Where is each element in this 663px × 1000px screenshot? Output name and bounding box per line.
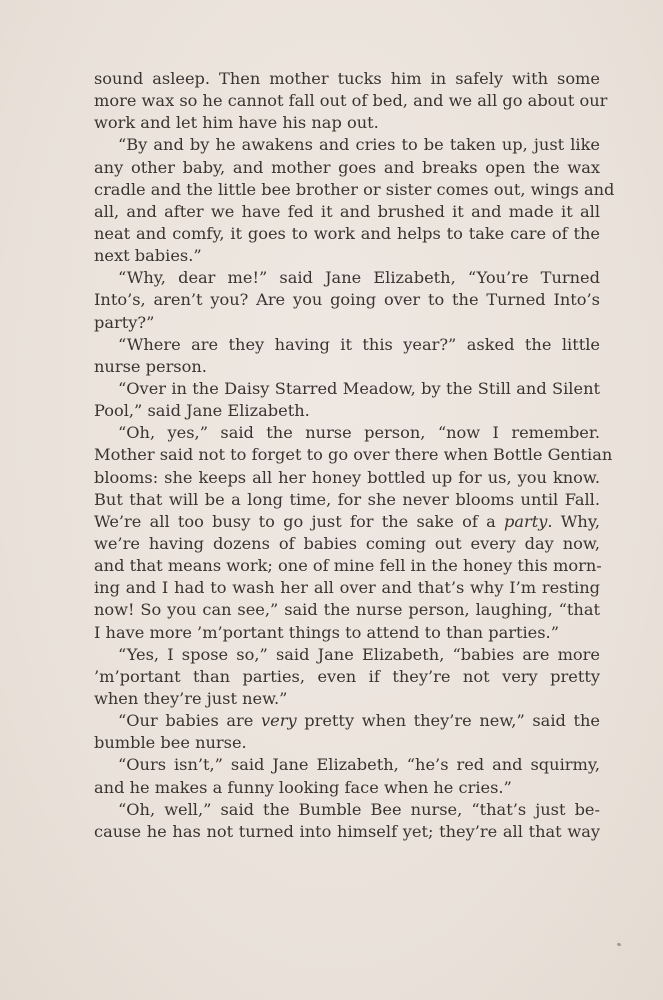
text-line-content: But that will be a long time, for she never blooms until Fall. (94, 489, 600, 509)
text-line-content: “By and by he awakens and cries to be taken up, just like (118, 135, 600, 155)
text-line (94, 245, 600, 267)
text-line-content: and he makes a funny looking face when he cries.” (94, 777, 512, 797)
text-line-content: I have more ’m’portant things to attend to than parties.” (94, 622, 559, 642)
text-line (94, 599, 600, 621)
text-line (94, 754, 600, 776)
text-line-content: sound asleep. Then mother tucks him in safely with some (94, 69, 600, 88)
text-line-content: “Yes, I spose so,” said Jane Elizabeth, “babies are more (118, 644, 600, 664)
text-line (94, 533, 600, 555)
text-line-content: ’m’portant than parties, even if they’re not very pretty (94, 666, 600, 686)
text-line (94, 577, 600, 599)
text-line-content: we’re having dozens of babies coming out every day now, (94, 533, 600, 553)
text-line (94, 799, 600, 821)
text-line-content: “Why, dear me!” said Jane Elizabeth, “You’re Turned (118, 268, 600, 288)
text-line (94, 356, 600, 378)
text-line (94, 378, 600, 400)
text-line (94, 90, 608, 112)
text-line-content: “Where are they having it this year?” asked the little (118, 334, 600, 354)
text-line-content: neat and comfy, it goes to work and helps to take care of the (94, 223, 600, 243)
text-line-content: “Our babies are (118, 711, 254, 731)
text-line (94, 112, 600, 134)
text-line (94, 68, 600, 90)
text-line (94, 555, 600, 577)
text-line (94, 622, 600, 644)
text-line-content: bumble bee nurse. (94, 733, 247, 753)
text-line-content: “Ours isn’t,” said Jane Elizabeth, “he’s red and squirmy, (118, 755, 600, 775)
text-line-content: work and let him have his nap out. (94, 113, 379, 133)
text-line (94, 157, 600, 179)
text-line-content: now! So you can see,” said the nurse person, laughing, “that (94, 600, 600, 620)
text-line-content: “Over in the Daisy Starred Meadow, by the Still and Silent (118, 378, 600, 398)
text-line (94, 511, 600, 533)
text-line (94, 400, 600, 422)
text-line (94, 334, 600, 356)
text-line-content: nurse person. (94, 356, 207, 376)
text-line (94, 422, 600, 444)
text-line-content: when they’re just new.” (94, 688, 288, 708)
text-line-content: Pool,” said Jane Elizabeth. (94, 401, 310, 421)
text-line (94, 644, 600, 666)
italic-word: party (503, 511, 548, 531)
paper-speck (617, 942, 622, 946)
text-line-content: blooms: she keeps all her honey bottled up for us, you know. (94, 467, 600, 487)
text-line (94, 312, 600, 334)
text-line-content: and that means work; one of mine fell in the honey this morn- (94, 556, 602, 576)
text-line-content: “Oh, yes,” said the nurse person, “now I remember. (118, 423, 600, 443)
body-text (94, 68, 615, 843)
text-line (94, 777, 600, 799)
text-line (94, 666, 600, 688)
text-line-content: We’re all too busy to go just for the sake of a (94, 511, 496, 531)
italic-word: very (261, 711, 297, 731)
text-line (94, 688, 600, 710)
text-line (94, 289, 600, 311)
text-line (94, 201, 600, 223)
text-line (94, 134, 600, 156)
text-line (94, 732, 600, 754)
text-line-content: more wax so he cannot fall out of bed, and we all go about our (94, 91, 608, 111)
text-line-content: cause he has not turned into himself yet; they’re all that way (94, 821, 600, 841)
text-line-content: any other baby, and mother goes and breaks open the wax (94, 157, 600, 177)
text-line (94, 821, 600, 843)
text-line (94, 467, 600, 489)
text-line (94, 267, 600, 289)
text-line-content: all, and after we have fed it and brushed it and made it all (94, 201, 600, 221)
text-line-tail: . Why, (547, 511, 600, 531)
text-line-tail: pretty when they’re new,” said the (296, 711, 600, 731)
text-line (94, 489, 600, 511)
text-line (94, 710, 600, 732)
text-line-content: cradle and the little bee brother or sister comes out, wings and (94, 179, 615, 199)
text-line (94, 444, 613, 466)
text-line (94, 179, 615, 201)
text-line-content: ing and I had to wash her all over and that’s why I’m resting (94, 578, 600, 598)
text-line-content: party?” (94, 312, 155, 332)
text-line-content: “Oh, well,” said the Bumble Bee nurse, “that’s just be- (118, 799, 600, 819)
text-line-content: Mother said not to forget to go over there when Bottle Gentian (94, 445, 613, 465)
text-line (94, 223, 600, 245)
text-line-content: Into’s, aren’t you? Are you going over to the Turned Into’s (94, 290, 600, 310)
text-line-content: next babies.” (94, 246, 202, 266)
